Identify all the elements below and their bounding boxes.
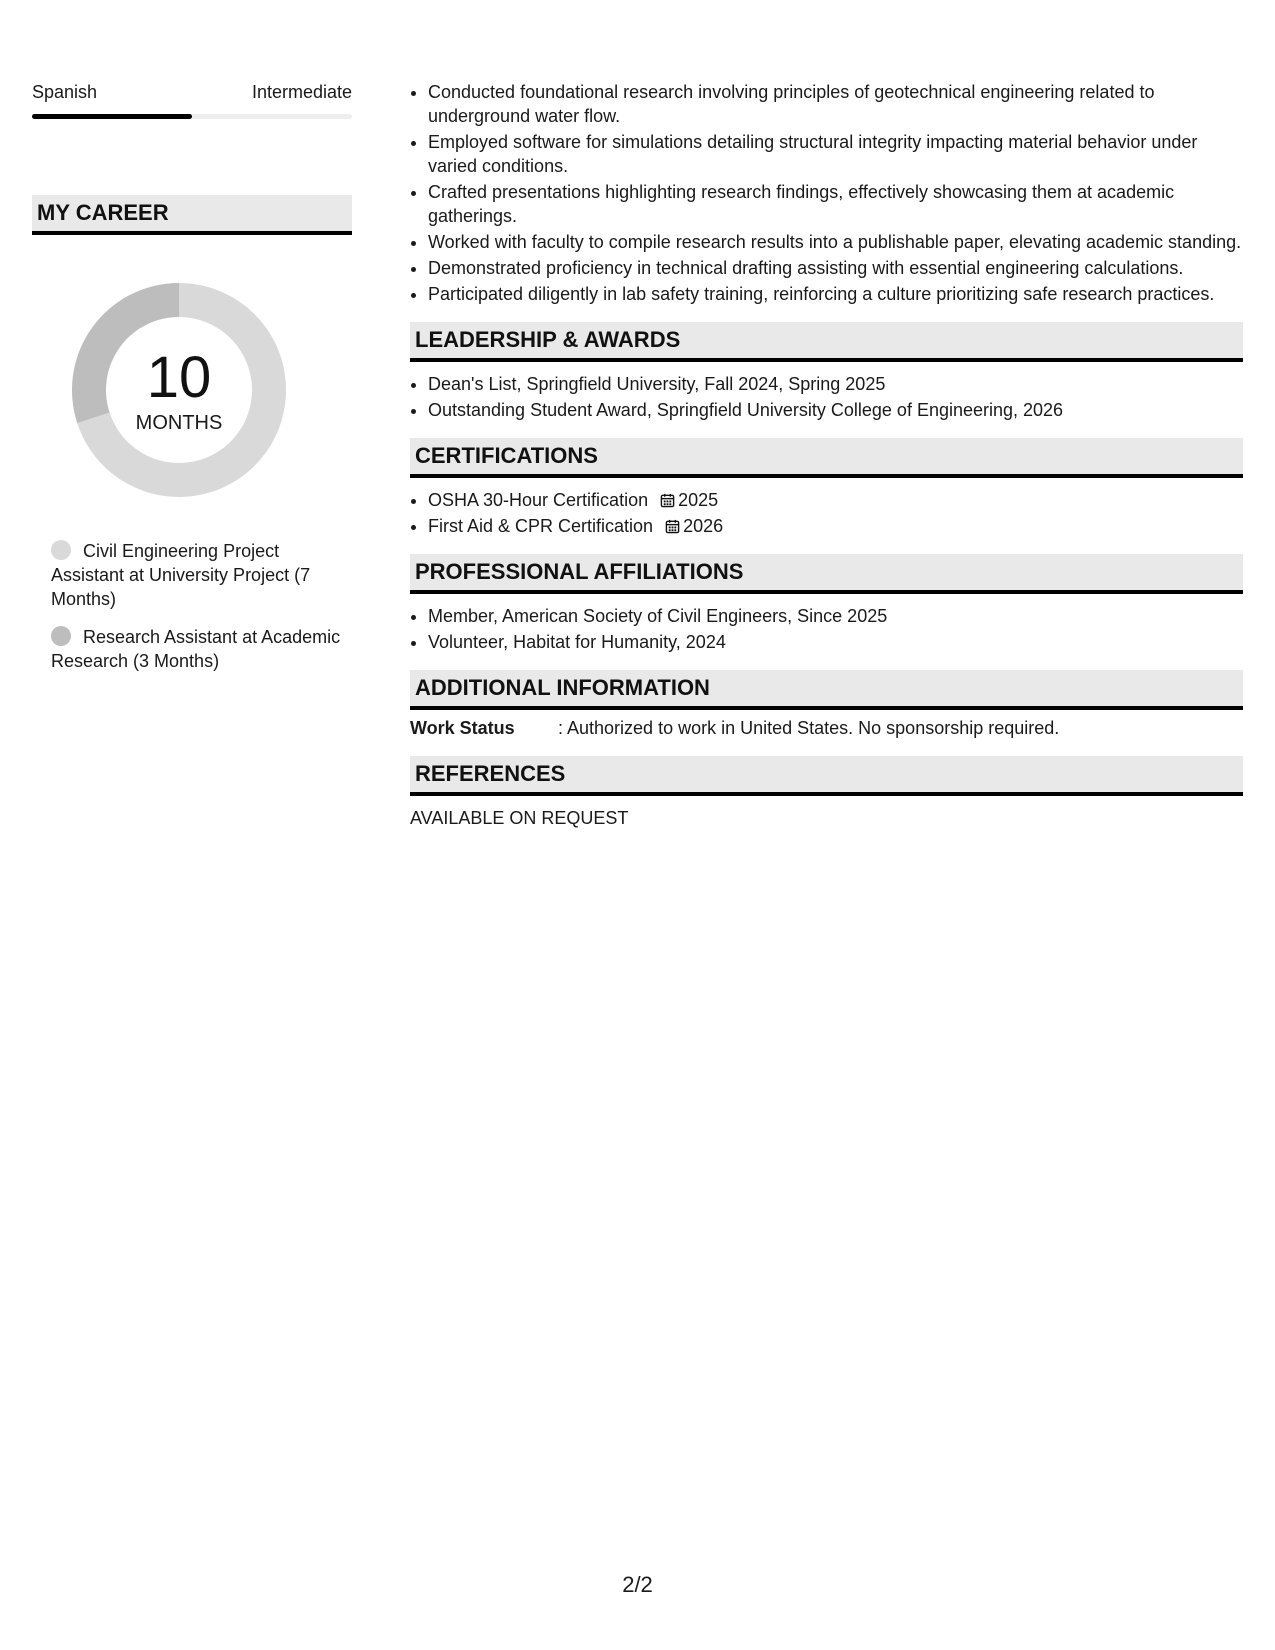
career-heading: MY CAREER (32, 195, 352, 235)
legend-item (51, 539, 341, 611)
leadership-section (410, 322, 1243, 422)
list-item: • Participated diligently in lab safety training, reinforcing a culture prioritizing safe research practices. (428, 282, 1243, 306)
work-status-value: : Authorized to work in United States. No sponsorship required. (558, 718, 1060, 738)
legend-label: Civil Engineering Project Assistant at University Project (7 Months) (51, 541, 311, 609)
language-level: Intermediate (251, 82, 352, 102)
leadership-heading: LEADERSHIP & AWARDS (410, 322, 1243, 362)
list-item: • Volunteer, Habitat for Humanity, 2024 (428, 630, 1243, 654)
affiliations-section (410, 554, 1243, 654)
language-name: Spanish (32, 82, 98, 102)
certification-year: 2025 (678, 490, 719, 510)
list-item: • Worked with faculty to compile research results into a publishable paper, elevating academic standing. (428, 230, 1243, 254)
career-total-unit: MONTHS (135, 412, 223, 434)
career-legend (51, 539, 341, 673)
certification-year: 2026 (683, 516, 724, 536)
certification-name: First Aid & CPR Certification (428, 516, 654, 536)
list-item: • Crafted presentations highlighting research findings, effectively showcasing them at academic gatherings. (428, 180, 1243, 228)
calendar-icon (660, 493, 675, 508)
main-content (410, 80, 1243, 830)
list-item (428, 488, 1243, 512)
language-proficiency-fill (32, 114, 192, 119)
language-proficiency-bar (32, 114, 352, 119)
career-total-value: 10 (146, 345, 212, 410)
certification-name: OSHA 30-Hour Certification (428, 490, 649, 510)
sidebar (32, 80, 352, 687)
page-number: 2/2 (622, 1572, 653, 1597)
list-item: • Dean's List, Springfield University, Fall 2024, Spring 2025 (428, 372, 1243, 396)
legend-swatch (51, 626, 71, 646)
certifications-section (410, 438, 1243, 538)
legend-label: Research Assistant at Academic Research (3 Months) (51, 627, 341, 671)
references-section (410, 756, 1243, 830)
experience-bullets (410, 80, 1243, 306)
list-item (428, 514, 1243, 538)
list-item: • Demonstrated proficiency in technical drafting assisting with essential engineering calculations. (428, 256, 1243, 280)
language-entry (32, 80, 352, 119)
additional-heading: ADDITIONAL INFORMATION (410, 670, 1243, 710)
list-item: • Member, American Society of Civil Engineers, Since 2025 (428, 604, 1243, 628)
career-donut-chart (66, 277, 292, 503)
additional-section (410, 670, 1243, 740)
legend-swatch (51, 540, 71, 560)
list-item: • Conducted foundational research involving principles of geotechnical engineering related to underground water flow. (428, 80, 1243, 128)
references-text: AVAILABLE ON REQUEST (410, 808, 629, 828)
calendar-icon (665, 519, 680, 534)
legend-item (51, 625, 341, 673)
work-status-label: Work Status (410, 718, 515, 738)
list-item: • Employed software for simulations detailing structural integrity impacting material behavior under varied conditions. (428, 130, 1243, 178)
references-heading: REFERENCES (410, 756, 1243, 796)
list-item: • Outstanding Student Award, Springfield University College of Engineering, 2026 (428, 398, 1243, 422)
affiliations-heading: PROFESSIONAL AFFILIATIONS (410, 554, 1243, 594)
certifications-heading: CERTIFICATIONS (410, 438, 1243, 478)
